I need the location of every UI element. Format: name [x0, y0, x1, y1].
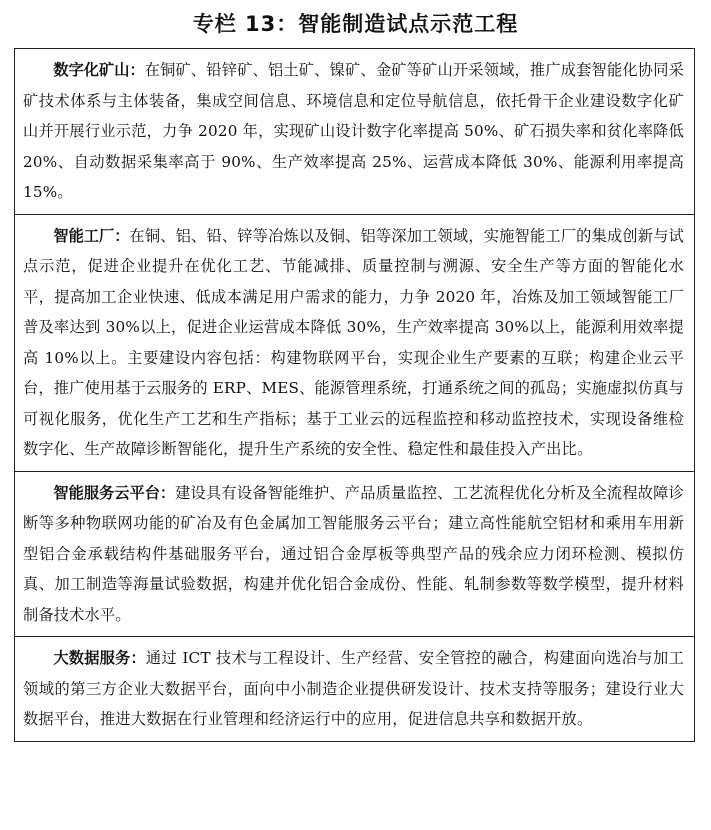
- section-heading: 智能服务云平台：: [53, 483, 176, 502]
- content-box: [14, 48, 695, 742]
- section-heading: 智能工厂：: [53, 226, 130, 245]
- section-body: 在铜矿、铅锌矿、铝土矿、镍矿、金矿等矿山开采领域，推广成套智能化协同采矿技术体系与主体装备，集成空间信息、环境信息和定位导航信息，依托骨干企业建设数字化矿山并开展行业示范，力争 2020 年，实现矿山设计数字化率提高 50%、矿石损失率和贫化率降低 20%、自动数据采集率高于 90%、生产效率提高 25%、运营成本降低 30%、能源利用率提高 15%。: [23, 61, 685, 201]
- section-smart-factory: [15, 215, 694, 472]
- section-smart-service-cloud: [15, 472, 694, 638]
- section-heading: 大数据服务：: [53, 649, 146, 667]
- section-body: 在铜、铝、铅、锌等冶炼以及铜、铝等深加工领域，实施智能工厂的集成创新与试点示范，促进企业提升在优化工艺、节能减排、质量控制与溯源、安全生产等方面的智能化水平，提高加工企业快速、低成本满足用户需求的能力，力争 2020 年，冶炼及加工领域智能工厂普及率达到 30%以上，促进企业运营成本降低 30%，生产效率提高 30%以上，能源利用效率提高 10%以上。主要建设内容包括：构建物联网平台，实现企业生产要素的互联；构建企业云平台，推广使用基于云服务的 ERP、MES、能源管理系统，打通系统之间的孤岛；实施虚拟仿真与可视化服务，优化生产工艺和生产指标；基于工业云的远程监控和移动监控技术，实现设备维检数字化、生产故障诊断智能化，提升生产系统的安全性、稳定性和最佳投入产出比。: [23, 226, 685, 458]
- section-body: 通过 ICT 技术与工程设计、生产经营、安全管控的融合，构建面向选冶与加工领域的第三方企业大数据平台，面向中小制造企业提供研发设计、技术支持等服务；建设行业大数据平台，推进大数据在行业管理和经济运行中的应用，促进信息共享和数据开放。: [23, 649, 685, 728]
- section-body: 建设具有设备智能维护、产品质量监控、工艺流程优化分析及全流程故障诊断等多种物联网功能的矿冶及有色金属加工智能服务云平台；建立高性能航空铝材和乘用车用新型铝合金承载结构件基础服务平台，通过铝合金厚板等典型产品的残余应力闭环检测、模拟仿真、加工制造等海量试验数据，构建并优化铝合金成份、性能、轧制参数等数学模型，提升材料制备技术水平。: [23, 483, 684, 624]
- section-digital-mine: [15, 49, 694, 215]
- page-title: 专栏 13：智能制造试点示范工程: [192, 12, 519, 36]
- section-heading: 数字化矿山：: [53, 61, 145, 79]
- section-big-data-service: [15, 637, 694, 741]
